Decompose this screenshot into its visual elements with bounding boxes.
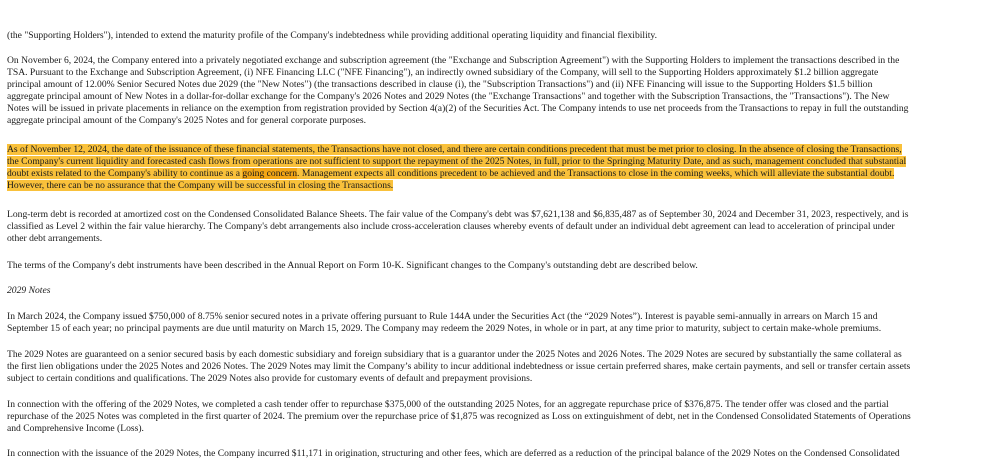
text-line: repurchase of the 2025 Notes was completed in the first quarter of 2024. The premium over the repurchase price of $1,875 was recognized as Loss on extinguishment of debt, net in the Condensed Consolidated Statements of Operations — [7, 411, 911, 422]
text-line: On November 6, 2024, the Company entered into a privately negotiated exchange and subscription agreement (the "Exchange and Subscription Agreement") with the Supporting Holders to implement the transactions described in the — [7, 55, 900, 66]
text-line: and Comprehensive Income (Loss). — [7, 423, 144, 434]
text-line: aggregate principal amount of the Company's 2025 Notes and for general corporate purposes. — [7, 115, 366, 126]
cutoff-paragraph — [7, 448, 1007, 460]
text-line: Long-term debt is recorded at amortized cost on the Condensed Consolidated Balance Sheets. The fair value of the Company's debt was $7,621,138 and $6,835,487 as of September 30, 2024 and December 31, 2023, respectively, and is — [7, 209, 909, 220]
text-line: In connection with the issuance of the 2029 Notes, the Company incurred $11,171 in origination, structuring and other fees, which are deferred as a reduction of the principal balance of the 2029 Notes on the Condensed Consolidated — [7, 448, 900, 459]
going-concern-paragraph — [7, 144, 1007, 192]
highlight: doubt exists related to the Company's ability to continue as a — [7, 168, 243, 179]
highlight: the Company's current liquidity and forecasted cash flows from operations are not sufficient to support the repayment of the 2025 Notes, in full, prior to the Springing Maturity Date, and as such, management concluded that substantial — [7, 156, 907, 167]
guarantee-paragraph — [7, 349, 1007, 385]
going-concern-emphasis: going concern — [242, 168, 298, 179]
text-line: In March 2024, the Company issued $750,000 of 8.75% senior secured notes in a private offering pursuant to Rule 144A under the Securities Act (the “2029 Notes”). Interest is payable semi-annually in arrears on March 15 and — [7, 311, 878, 322]
highlighted-line — [7, 156, 1007, 168]
text-line: TSA. Pursuant to the Exchange and Subscription Agreement, (i) NFE Financing LLC ("NFE Financing"), an indirectly owned subsidiary of the Company, will sell to the Supporting Holders approximately $1.2 billion aggregate — [7, 67, 879, 78]
text-line: the first lien obligations under the 2025 Notes and 2026 Notes. The 2029 Notes may limit the Company’s ability to incur additional indebtedness or issue certain preferred shares, make certain payments, and sell or transfer certain assets — [7, 361, 911, 372]
text-line: September 15 of each year; no principal payments are due until maturity on March 15, 2029. The Company may redeem the 2029 Notes, in whole or in part, at any time prior to maturity, subject to certain make-whole premiums. — [7, 323, 882, 334]
text-line: Notes will be issued in private placements in reliance on the exemption from registration provided by Section 4(a)(2) of the Securities Act. The Company intends to use net proceeds from the Transactions to repay in full the outstanding — [7, 103, 909, 114]
text-line: In connection with the offering of the 2029 Notes, we completed a cash tender offer to repurchase $375,000 of the outstanding 2025 Notes, for an aggregate repurchase price of $376,875. The tender offer was closed and the partial — [7, 399, 889, 410]
text-line: (the "Supporting Holders"), intended to extend the maturity profile of the Company's indebtedness while providing additional operating liquidity and financial flexibility. — [7, 30, 657, 41]
text-line: The 2029 Notes are guaranteed on a senior secured basis by each domestic subsidiary and foreign subsidiary that is a guarantor under the 2025 Notes and 2026 Notes. The 2029 Notes are secured by substantially the same collateral as — [7, 349, 902, 360]
exchange-agreement-paragraph — [7, 55, 1007, 127]
terms-paragraph — [7, 260, 1007, 272]
highlighted-line — [7, 144, 1007, 156]
section-heading — [7, 285, 1007, 297]
highlighted-line — [7, 180, 1007, 192]
intro-paragraph — [7, 30, 1007, 42]
highlighted-line — [7, 168, 1007, 180]
text-line: The terms of the Company's debt instruments have been described in the Annual Report on Form 10-K. Significant changes to the Company's outstanding debt are described below. — [7, 260, 698, 271]
text-line: subject to certain conditions and qualifications. The 2029 Notes also provide for customary events of default and prepayment provisions. — [7, 373, 533, 384]
text-line: other debt arrangements. — [7, 233, 103, 244]
fair-value-paragraph — [7, 209, 1007, 245]
highlight: However, there can be no assurance that the Company will be successful in closing the Transactions. — [7, 180, 394, 191]
tender-offer-paragraph — [7, 399, 1007, 435]
text-line: principal amount of 12.00% Senior Secured Notes due 2029 (the "New Notes") (the transactions described in clause (i), the "Subscription Transactions") and (ii) NFE Financing will issue to the Supporting Holders $1.5 billion — [7, 79, 873, 90]
highlight: . Management expects all conditions precedent to be achieved and the Transactions to close in the coming weeks, which will alleviate the substantial doubt. — [297, 168, 895, 179]
text-line: classified as Level 2 within the fair value hierarchy. The Company's debt arrangements also include cross-acceleration clauses whereby events of default under an individual debt agreement can lead to acceleration of principal under — [7, 221, 895, 232]
text-line: aggregate principal amount of New Notes in a dollar-for-dollar exchange for the Company's 2026 Notes and 2029 Notes (the "Exchange Transactions" and together with the Subscription Transactions, the "Transactions"). The New — [7, 91, 890, 102]
highlight: As of November 12, 2024, the date of the issuance of these financial statements, the Transactions have not closed, and there are certain conditions precedent that must be met prior to closing. In the absence of closing the Transactions, — [7, 144, 902, 155]
heading-text: 2029 Notes — [7, 285, 51, 296]
issuance-paragraph — [7, 311, 1007, 335]
